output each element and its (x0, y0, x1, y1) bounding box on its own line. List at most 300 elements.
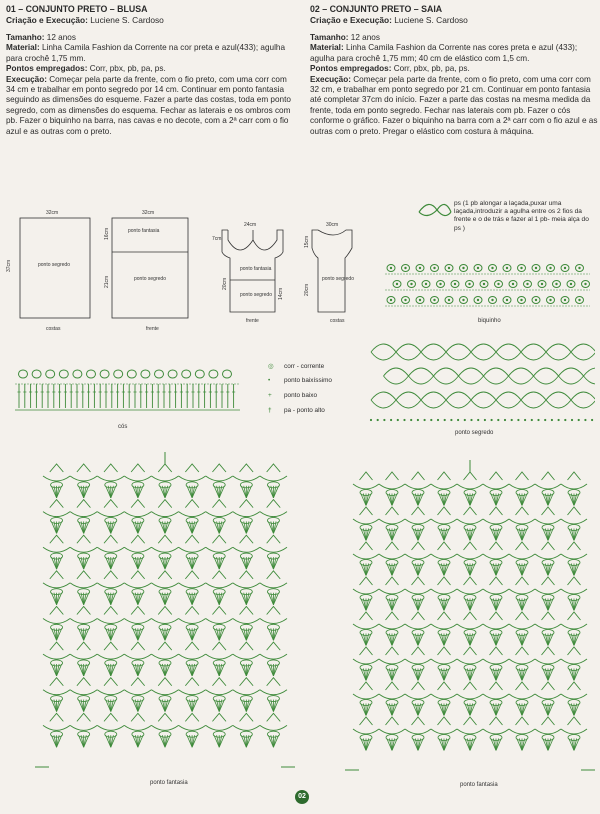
lattice-arc (396, 344, 421, 360)
shell-mark (158, 535, 172, 543)
arc-mark (260, 583, 287, 588)
arc-mark (457, 694, 483, 699)
shell-mark (104, 464, 118, 472)
arc-mark (206, 476, 233, 481)
arc-mark (405, 624, 431, 629)
shell-mark (490, 507, 503, 515)
shell-mark (185, 535, 199, 543)
shell-mark (267, 571, 281, 579)
costas-inner: ponto segredo (38, 262, 70, 268)
base-dot (491, 419, 493, 421)
arc-mark (43, 476, 70, 481)
picot-dot (520, 267, 522, 269)
base-dot (571, 419, 573, 421)
picot-dot (396, 283, 398, 285)
picot-dot (555, 283, 557, 285)
lattice-arc (421, 392, 446, 408)
shell-mark (360, 507, 373, 515)
shell-mark (240, 571, 254, 579)
shell-mark (542, 717, 555, 725)
arc-mark (97, 512, 124, 517)
shell-mark (490, 717, 503, 725)
arc-mark (535, 624, 561, 629)
cos-picot (59, 370, 68, 378)
arc-mark (233, 512, 260, 517)
shell-mark (131, 607, 145, 615)
arc-mark (535, 589, 561, 594)
shell-mark (490, 577, 503, 585)
base-dot (417, 419, 419, 421)
arc-mark (535, 519, 561, 524)
arc-mark (124, 654, 151, 659)
arc-mark (509, 554, 535, 559)
cos-chart (15, 362, 245, 422)
shell-mark (158, 678, 172, 686)
picot-dot (448, 299, 450, 301)
arc-mark (179, 512, 206, 517)
ponto-segredo-chart (365, 340, 595, 425)
shell-mark (131, 500, 145, 508)
symbol-legend (268, 362, 368, 422)
base-dot (470, 419, 472, 421)
shell-mark (490, 682, 503, 690)
lattice-arc (434, 368, 459, 384)
picot-dot (454, 283, 456, 285)
arc-mark (431, 484, 457, 489)
shell-mark (158, 607, 172, 615)
cos-picot (195, 370, 204, 378)
ponto-fantasia-chart-left (35, 452, 295, 777)
right-size: Tamanho: 12 anos (310, 33, 380, 42)
shell-mark (267, 500, 281, 508)
base-dot (403, 419, 405, 421)
shell-mark (131, 713, 145, 721)
arc-mark (457, 589, 483, 594)
cos-picot (19, 370, 28, 378)
picot-dot (419, 299, 421, 301)
base-dot (370, 419, 372, 421)
arc-mark (431, 624, 457, 629)
picot-dot (564, 267, 566, 269)
shell-mark (77, 678, 91, 686)
shell-mark (77, 464, 91, 472)
shell-mark (386, 472, 399, 480)
picot-dot (433, 267, 435, 269)
picot-dot (497, 283, 499, 285)
left-credit: Criação e Execução: Luciene S. Cardoso (6, 15, 164, 25)
shell-mark (386, 717, 399, 725)
arc-mark (561, 519, 587, 524)
shell-mark (240, 464, 254, 472)
lattice-arc (521, 344, 546, 360)
shell-mark (542, 612, 555, 620)
base-dot (477, 419, 479, 421)
double-crochet-icon: † (268, 407, 272, 414)
right-material: Material: Linha Camila Fashion da Corrente nas cores preta e azul (433); agulha para crochê 1,75 mm; 40 cm de elástico com 1,5 cm. (310, 43, 578, 63)
base-dot (457, 419, 459, 421)
arc-mark (457, 624, 483, 629)
arc-mark (70, 690, 97, 695)
arc-mark (97, 725, 124, 730)
arc-mark (70, 654, 97, 659)
base-dot (383, 419, 385, 421)
shell-mark (490, 647, 503, 655)
base-dot (558, 419, 560, 421)
shell-mark (438, 612, 451, 620)
arc-mark (431, 589, 457, 594)
picot-dot (584, 283, 586, 285)
picot-dot (506, 267, 508, 269)
arc-mark (179, 547, 206, 552)
shell-mark (438, 577, 451, 585)
cos-picot (87, 370, 96, 378)
shell-mark (77, 535, 91, 543)
blusa-back-shape (312, 230, 352, 312)
shell-mark (158, 464, 172, 472)
base-dot (444, 419, 446, 421)
picot-dot (468, 283, 470, 285)
shell-mark (412, 647, 425, 655)
shell-mark (50, 464, 64, 472)
cos-picot (46, 370, 55, 378)
picot-dot (535, 299, 537, 301)
picot-dot (506, 299, 508, 301)
shell-mark (185, 464, 199, 472)
shell-mark (412, 472, 425, 480)
arc-mark (509, 694, 535, 699)
arc-mark (561, 589, 587, 594)
shell-mark (104, 713, 118, 721)
shell-mark (131, 678, 145, 686)
blusa-top-width: 24cm (244, 222, 257, 228)
base-dot (591, 419, 593, 421)
frente-label: frente (146, 326, 159, 332)
base-dot (430, 419, 432, 421)
arc-mark (124, 583, 151, 588)
arc-mark (379, 659, 405, 664)
arc-mark (509, 519, 535, 524)
cos-picot (155, 370, 164, 378)
lattice-arc (446, 392, 471, 408)
shell-mark (77, 500, 91, 508)
arc-mark (457, 659, 483, 664)
shell-mark (386, 682, 399, 690)
picot-dot (549, 267, 551, 269)
arc-mark (379, 554, 405, 559)
shell-mark (212, 678, 226, 686)
lattice-arc (484, 368, 509, 384)
picot-dot (549, 299, 551, 301)
blusa-costas-label: costas (330, 318, 345, 324)
arc-mark (405, 659, 431, 664)
cos-picot (32, 370, 41, 378)
arc-mark (260, 654, 287, 659)
arc-mark (509, 589, 535, 594)
right-title: 02 – CONJUNTO PRETO – SAIA (310, 4, 443, 14)
arc-mark (483, 659, 509, 664)
shell-mark (438, 472, 451, 480)
blusa-costas-inner: ponto segredo (322, 276, 354, 282)
arc-mark (179, 583, 206, 588)
arc-mark (561, 554, 587, 559)
arc-mark (70, 512, 97, 517)
arc-mark (124, 547, 151, 552)
picot-dot (535, 267, 537, 269)
lattice-arc (496, 344, 521, 360)
shell-mark (516, 647, 529, 655)
base-dot (551, 419, 553, 421)
arc-mark (70, 476, 97, 481)
biquinho-chart (385, 258, 595, 318)
arc-mark (509, 624, 535, 629)
ponto-fantasia-chart-right (345, 460, 595, 780)
shell-mark (464, 507, 477, 515)
cos-picot (114, 370, 123, 378)
arc-mark (483, 484, 509, 489)
shell-mark (386, 647, 399, 655)
picot-dot (578, 267, 580, 269)
legend-item: + ponto baixo (268, 392, 318, 399)
shell-mark (542, 472, 555, 480)
arc-mark (405, 729, 431, 734)
arc-mark (405, 589, 431, 594)
cos-picot (141, 370, 150, 378)
arc-mark (561, 694, 587, 699)
shell-mark (464, 647, 477, 655)
picot-dot (448, 267, 450, 269)
arc-mark (509, 484, 535, 489)
arc-mark (43, 690, 70, 695)
base-dot (578, 419, 580, 421)
shell-mark (386, 507, 399, 515)
picot-dot (433, 299, 435, 301)
lattice-arc (496, 392, 521, 408)
arc-mark (97, 619, 124, 624)
arc-mark (353, 624, 379, 629)
base-dot (450, 419, 452, 421)
arc-mark (405, 694, 431, 699)
arc-mark (379, 519, 405, 524)
shell-mark (185, 713, 199, 721)
arc-mark (70, 619, 97, 624)
picot-dot (404, 267, 406, 269)
shell-mark (240, 607, 254, 615)
base-dot (424, 419, 426, 421)
shell-mark (464, 682, 477, 690)
shell-mark (240, 713, 254, 721)
shell-mark (542, 647, 555, 655)
arc-mark (233, 547, 260, 552)
arc-mark (353, 554, 379, 559)
shell-mark (542, 577, 555, 585)
legend-item: • ponto baixíssimo (268, 377, 332, 384)
arc-mark (535, 484, 561, 489)
lattice-arc (446, 344, 471, 360)
frente-bottom-height: 21cm (104, 275, 110, 288)
arc-mark (431, 519, 457, 524)
shell-mark (158, 500, 172, 508)
blusa-label: frente (246, 318, 259, 324)
arc-mark (206, 619, 233, 624)
shell-mark (185, 571, 199, 579)
picot-dot (564, 299, 566, 301)
right-pattern-text (310, 4, 600, 137)
shell-mark (386, 612, 399, 620)
legend-item: ◎ corr - corrente (268, 363, 325, 370)
shell-mark (516, 542, 529, 550)
arc-mark (179, 619, 206, 624)
lattice-arc (384, 368, 409, 384)
picot-dot (541, 283, 543, 285)
shell-mark (77, 607, 91, 615)
arc-mark (43, 583, 70, 588)
lattice-arc (371, 392, 396, 408)
lattice-arc (534, 368, 559, 384)
shell-mark (464, 542, 477, 550)
shell-mark (438, 717, 451, 725)
arc-mark (260, 690, 287, 695)
base-dot (437, 419, 439, 421)
picot-dot (520, 299, 522, 301)
biquinho-label: biquinho (478, 318, 501, 324)
arc-mark (561, 624, 587, 629)
shell-mark (77, 713, 91, 721)
lattice-arc (421, 344, 446, 360)
shell-mark (158, 571, 172, 579)
costas-width: 32cm (46, 210, 59, 216)
blusa-costas-width: 30cm (326, 222, 339, 228)
blusa-side-b: 20cm (222, 277, 228, 290)
lattice-arc (571, 344, 595, 360)
shell-mark (490, 472, 503, 480)
left-pattern-text (6, 4, 298, 137)
shell-mark (412, 507, 425, 515)
frente-top-height: 16cm (104, 227, 110, 240)
arc-mark (206, 690, 233, 695)
cos-picot (182, 370, 191, 378)
shell-mark (542, 507, 555, 515)
shell-mark (240, 678, 254, 686)
arc-mark (431, 729, 457, 734)
segredo-label: ponto segredo (455, 430, 494, 436)
right-execution: Execução: Começar pela parte da frente, com o fio preto, com uma corr com 32 cm, e trabalhar em ponto segredo por 21 cm. Continuar em ponto fantasia até completar 37cm do início. Fazer a parte das costas na mesma medida da frente, toda em ponto segredo. Fechar nas laterais com pb. Fazer o cós conforme o gráfico. Fazer o biquinho na barra com a 2ª carr com o fio azul e as outras com o preto. Pregar o elástico com costura à máquina. (310, 74, 598, 136)
arc-mark (431, 659, 457, 664)
arc-mark (97, 583, 124, 588)
shell-mark (50, 571, 64, 579)
picot-dot (526, 283, 528, 285)
lattice-arc (396, 392, 421, 408)
shell-mark (464, 612, 477, 620)
blusa-fantasia: ponto fantasia (240, 266, 272, 272)
arc-mark (353, 519, 379, 524)
shell-mark (212, 713, 226, 721)
arc-mark (233, 583, 260, 588)
left-execution: Execução: Começar pela parte da frente, com o fio preto, com uma corr com 34 cm e trabalhar em ponto segredo por 14 cm. Continuar em ponto fantasia seguindo as dimensões do esqueme. Fazer a parte das costas, toda em ponto segredo, com as dimensões do esquema. Fechar as laterais e os ombros com pb. Fazer o biquinho na barra, nas cavas e no decote, com a 2ª carr com o fio azul e as outras com o preto. (6, 74, 291, 136)
shell-mark (464, 472, 477, 480)
shell-mark (412, 542, 425, 550)
shell-mark (104, 607, 118, 615)
arc-mark (561, 729, 587, 734)
shell-mark (360, 647, 373, 655)
arc-mark (457, 729, 483, 734)
shell-mark (212, 571, 226, 579)
arc-mark (43, 725, 70, 730)
arc-mark (233, 619, 260, 624)
right-stitches: Pontos empregados: Corr, pbx, pb, pa, ps. (310, 64, 470, 74)
shell-mark (240, 642, 254, 650)
arc-mark (353, 694, 379, 699)
base-dot (377, 419, 379, 421)
shell-mark (267, 713, 281, 721)
shell-mark (267, 607, 281, 615)
shell-mark (542, 682, 555, 690)
fantasia-right-label: ponto fantasia (460, 782, 498, 788)
shell-mark (386, 542, 399, 550)
shell-mark (212, 642, 226, 650)
shell-mark (412, 682, 425, 690)
shell-mark (158, 642, 172, 650)
base-dot (544, 419, 546, 421)
arc-mark (97, 654, 124, 659)
shell-mark (360, 472, 373, 480)
arc-mark (151, 619, 178, 624)
lattice-arc (371, 344, 396, 360)
arc-mark (206, 654, 233, 659)
cos-picot (73, 370, 82, 378)
shell-mark (516, 682, 529, 690)
lattice-arc (546, 344, 571, 360)
base-dot (524, 419, 526, 421)
picot-dot (578, 299, 580, 301)
picot-dot (477, 299, 479, 301)
arc-mark (151, 547, 178, 552)
base-dot (537, 419, 539, 421)
shell-mark (568, 542, 581, 550)
shell-mark (490, 542, 503, 550)
shell-mark (104, 642, 118, 650)
shell-mark (267, 464, 281, 472)
picot-dot (390, 267, 392, 269)
arc-mark (206, 512, 233, 517)
shell-mark (360, 717, 373, 725)
base-dot (584, 419, 586, 421)
single-crochet-icon: + (268, 392, 272, 399)
picot-dot (491, 299, 493, 301)
arc-mark (561, 659, 587, 664)
arc-mark (97, 690, 124, 695)
shell-mark (516, 472, 529, 480)
blusa-costas-h1: 15cm (304, 235, 310, 248)
arc-mark (509, 729, 535, 734)
cos-picot (209, 370, 218, 378)
arc-mark (233, 725, 260, 730)
shell-mark (50, 500, 64, 508)
arc-mark (179, 476, 206, 481)
picot-dot (390, 299, 392, 301)
shell-mark (131, 464, 145, 472)
cos-picot (127, 370, 136, 378)
frente-bottom: ponto segredo (134, 276, 166, 282)
left-material: Material: Linha Camila Fashion da Corrente na cor preta e azul(433); agulha para crochê 1,75 mm. (6, 43, 285, 63)
shell-mark (568, 577, 581, 585)
shell-mark (77, 642, 91, 650)
picot-dot (483, 283, 485, 285)
cos-label: cós (118, 424, 128, 430)
arc-mark (179, 725, 206, 730)
shell-mark (568, 682, 581, 690)
shell-mark (360, 612, 373, 620)
arc-mark (457, 519, 483, 524)
